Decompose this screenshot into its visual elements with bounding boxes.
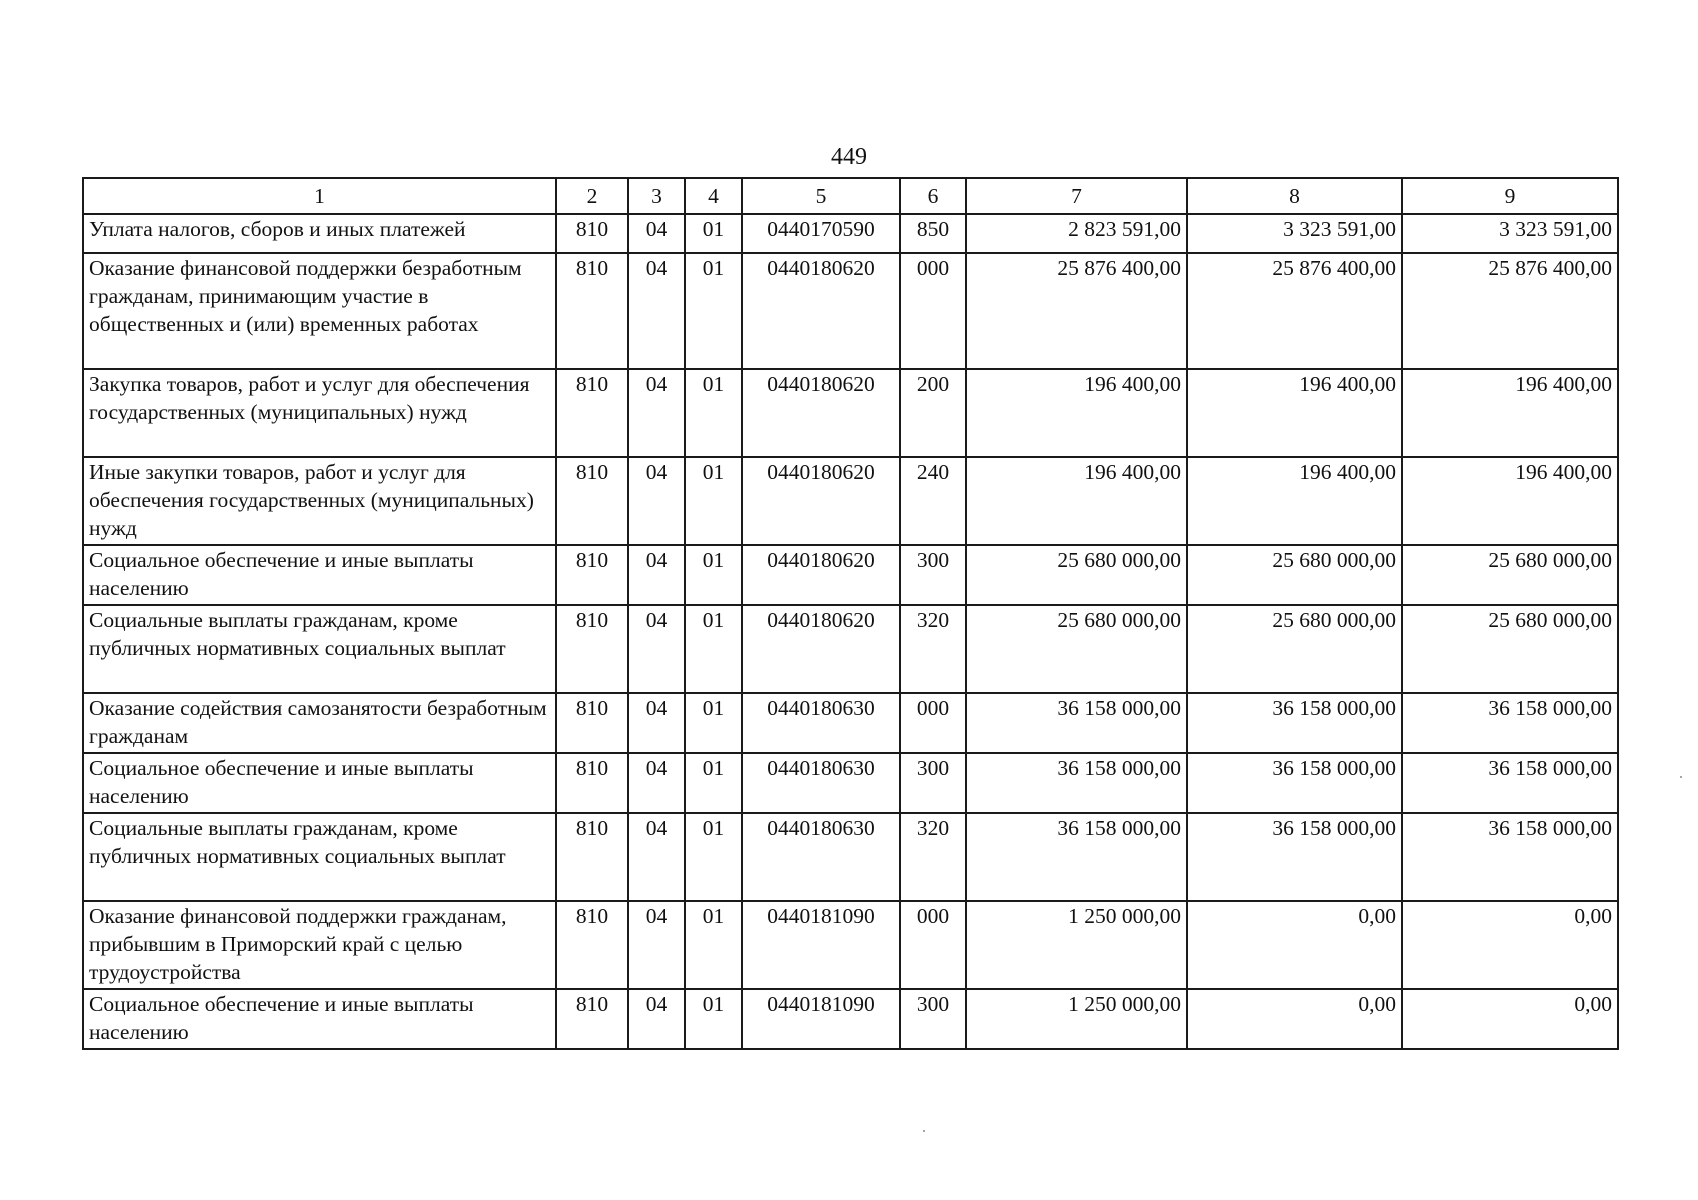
row-col-4: 01 [685,369,742,457]
row-amount-9: 196 400,00 [1402,457,1618,545]
table-row [83,753,1618,813]
scan-speck [1680,776,1682,778]
col-header-3: 3 [628,178,685,214]
col-header-5: 5 [742,178,900,214]
row-col-2: 810 [556,253,628,369]
row-col-6: 000 [900,693,966,753]
row-name: Уплата налогов, сборов и иных платежей [83,214,556,253]
row-amount-8: 36 158 000,00 [1187,753,1402,813]
row-name: Социальные выплаты гражданам, кроме публичных нормативных социальных выплат [83,605,556,693]
row-amount-8: 0,00 [1187,901,1402,989]
row-col-4: 01 [685,214,742,253]
row-col-4: 01 [685,605,742,693]
row-col-5: 0440181090 [742,901,900,989]
row-col-2: 810 [556,214,628,253]
row-col-4: 01 [685,457,742,545]
table-row [83,214,1618,253]
row-amount-7: 1 250 000,00 [966,901,1187,989]
row-col-6: 200 [900,369,966,457]
row-col-5: 0440180620 [742,545,900,605]
row-amount-8: 25 680 000,00 [1187,545,1402,605]
row-name: Социальное обеспечение и иные выплаты населению [83,753,556,813]
row-col-3: 04 [628,901,685,989]
row-amount-7: 196 400,00 [966,369,1187,457]
col-header-9: 9 [1402,178,1618,214]
row-col-3: 04 [628,545,685,605]
row-amount-8: 25 876 400,00 [1187,253,1402,369]
col-header-8: 8 [1187,178,1402,214]
row-amount-9: 196 400,00 [1402,369,1618,457]
row-amount-9: 25 680 000,00 [1402,545,1618,605]
row-col-4: 01 [685,813,742,901]
row-amount-8: 3 323 591,00 [1187,214,1402,253]
table-row [83,545,1618,605]
row-col-3: 04 [628,753,685,813]
row-col-2: 810 [556,457,628,545]
row-col-4: 01 [685,253,742,369]
row-amount-7: 25 680 000,00 [966,605,1187,693]
page-number: 449 [831,144,867,170]
row-amount-7: 1 250 000,00 [966,989,1187,1049]
row-col-6: 000 [900,253,966,369]
row-col-5: 0440180620 [742,457,900,545]
row-col-5: 0440170590 [742,214,900,253]
col-header-2: 2 [556,178,628,214]
row-amount-8: 0,00 [1187,989,1402,1049]
row-col-2: 810 [556,989,628,1049]
row-name: Социальное обеспечение и иные выплаты населению [83,989,556,1049]
row-col-5: 0440180630 [742,813,900,901]
row-col-5: 0440180620 [742,253,900,369]
row-name: Социальное обеспечение и иные выплаты населению [83,545,556,605]
table-row [83,253,1618,369]
row-col-6: 000 [900,901,966,989]
col-header-6: 6 [900,178,966,214]
row-col-4: 01 [685,545,742,605]
header-row [83,178,1618,214]
row-col-4: 01 [685,989,742,1049]
row-col-2: 810 [556,813,628,901]
row-col-3: 04 [628,605,685,693]
row-name: Оказание содействия самозанятости безработным гражданам [83,693,556,753]
col-header-4: 4 [685,178,742,214]
row-name: Закупка товаров, работ и услуг для обеспечения государственных (муниципальных) нужд [83,369,556,457]
row-col-2: 810 [556,753,628,813]
row-col-3: 04 [628,813,685,901]
row-col-3: 04 [628,989,685,1049]
row-amount-7: 196 400,00 [966,457,1187,545]
row-col-6: 320 [900,605,966,693]
row-col-6: 240 [900,457,966,545]
row-col-3: 04 [628,369,685,457]
row-col-4: 01 [685,753,742,813]
table-row [83,693,1618,753]
row-col-6: 320 [900,813,966,901]
row-amount-7: 36 158 000,00 [966,693,1187,753]
table-row [83,457,1618,545]
row-amount-9: 0,00 [1402,989,1618,1049]
row-amount-7: 25 876 400,00 [966,253,1187,369]
row-col-2: 810 [556,369,628,457]
row-name: Оказание финансовой поддержки безработным гражданам, принимающим участие в общественных и (или) временных работах [83,253,556,369]
row-col-5: 0440180620 [742,369,900,457]
row-col-2: 810 [556,605,628,693]
table-row [83,901,1618,989]
row-col-3: 04 [628,214,685,253]
row-amount-9: 36 158 000,00 [1402,753,1618,813]
row-col-4: 01 [685,693,742,753]
row-col-3: 04 [628,457,685,545]
row-name: Оказание финансовой поддержки гражданам, прибывшим в Приморский край с целью трудоустройства [83,901,556,989]
row-amount-9: 36 158 000,00 [1402,813,1618,901]
row-col-2: 810 [556,545,628,605]
row-name: Иные закупки товаров, работ и услуг для обеспечения государственных (муниципальных) нужд [83,457,556,545]
row-amount-8: 25 680 000,00 [1187,605,1402,693]
row-col-6: 850 [900,214,966,253]
row-amount-7: 36 158 000,00 [966,753,1187,813]
row-col-5: 0440181090 [742,989,900,1049]
table-row [83,605,1618,693]
row-amount-9: 36 158 000,00 [1402,693,1618,753]
row-amount-7: 2 823 591,00 [966,214,1187,253]
table-row [83,989,1618,1049]
row-col-4: 01 [685,901,742,989]
row-amount-7: 36 158 000,00 [966,813,1187,901]
row-col-3: 04 [628,693,685,753]
row-col-6: 300 [900,545,966,605]
row-name: Социальные выплаты гражданам, кроме публичных нормативных социальных выплат [83,813,556,901]
row-amount-8: 196 400,00 [1187,457,1402,545]
row-col-5: 0440180630 [742,693,900,753]
row-amount-9: 25 876 400,00 [1402,253,1618,369]
row-amount-9: 25 680 000,00 [1402,605,1618,693]
row-col-5: 0440180620 [742,605,900,693]
row-amount-7: 25 680 000,00 [966,545,1187,605]
row-amount-8: 36 158 000,00 [1187,693,1402,753]
row-col-2: 810 [556,693,628,753]
col-header-1: 1 [83,178,556,214]
budget-table [82,177,1619,1050]
row-col-2: 810 [556,901,628,989]
row-amount-9: 0,00 [1402,901,1618,989]
row-col-3: 04 [628,253,685,369]
table-row [83,369,1618,457]
table-row [83,813,1618,901]
row-col-5: 0440180630 [742,753,900,813]
row-amount-9: 3 323 591,00 [1402,214,1618,253]
row-col-6: 300 [900,753,966,813]
row-col-6: 300 [900,989,966,1049]
scan-speck [923,1130,925,1132]
row-amount-8: 36 158 000,00 [1187,813,1402,901]
col-header-7: 7 [966,178,1187,214]
row-amount-8: 196 400,00 [1187,369,1402,457]
